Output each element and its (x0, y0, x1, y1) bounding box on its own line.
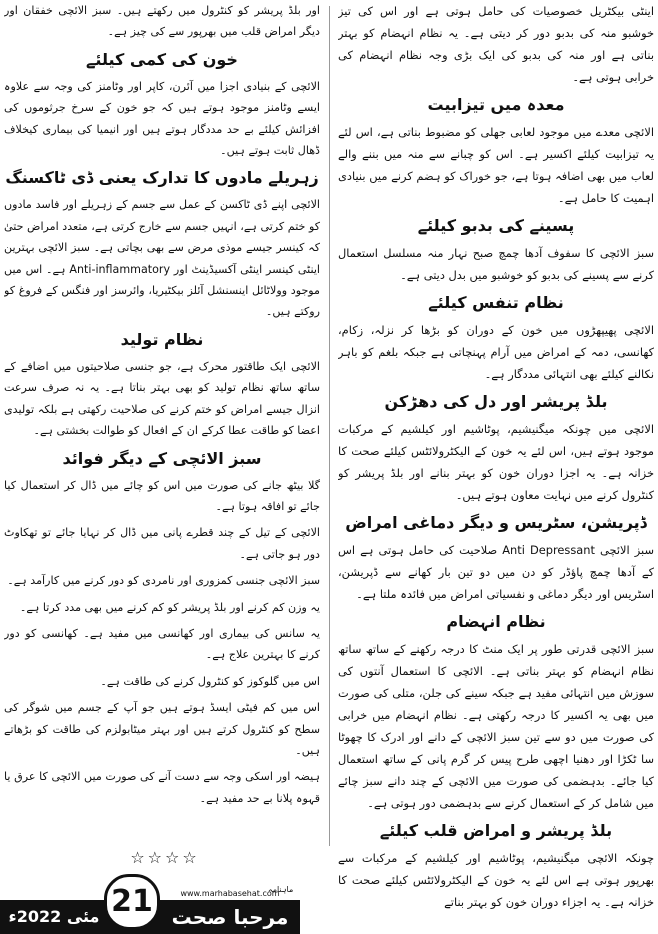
paragraph: یہ وزن کم کرنے اور بلڈ پریشر کو کم کرنے میں بھی مدد کرتا ہے۔ (19, 600, 320, 614)
paragraph: الائچی ایک طاقتور محرک ہے، جو جنسی صلاحیتوں میں اضافے کے ساتھ ساتھ نظام تولید کو بھی بہتر بناتا ہے۔ یہ نہ صرف سرعت انزال جیسے امراض کو ختم کرنے کی صلاحیت رکھتی ہے بلکہ تولیدی اعضا کو طاقت عطا کرکے ان کے افعال کو طوالت بخشتی ہے۔ (4, 359, 320, 438)
paragraph: الائچی میں چونکہ میگنیشیم، پوٹاشیم اور کیلشیم کے مرکبات موجود ہوتے ہیں، اس لئے یہ خون کے الیکٹرولائٹس کیلئے صحت کا خزانہ ہے۔ یہ اجزا دوران خون کو بہتر بنانے اور بلڈ پریشر کو کنٹرول کرنے میں نہایت معاون ہوتے ہیں۔ (338, 422, 654, 502)
section-heading: پسینے کی بدبو کیلئے (417, 216, 575, 235)
paragraph: اس میں کم فیٹی ایسڈ ہوتے ہیں جو آپ کے جسم میں شوگر کی سطح کو کنٹرول کرتے ہیں اور بہتر میٹابولزم کی طاقت کو بڑھاتے ہیں۔ (4, 701, 320, 757)
paragraph: یہ سانس کی بیماری اور کھانسی میں مفید ہے۔ کھانسی کو دور کرنے کا بہترین علاج ہے۔ (4, 626, 320, 662)
paragraph: سبز الائچی قدرتی طور پر ایک منٹ کا درجہ رکھنے کے ساتھ ساتھ نظام انہضام کو بہتر بناتی ہے۔ الائچی کا استعمال آنتوں کی سوزش میں انتہائی مفید ہے جبکہ سینے کی جلن، متلی کی صورت میں بھی یہ اکسیر کا درجہ رکھتی ہے۔ نظام انہضام میں خرابی کی صورت میں دو سے تین سبز الائچی کے دانے اور ادرک کا چھوٹا سا ٹکڑا اور دھنیا اچھی طرح پیس کر گرم پانی کے ساتھ استعمال کیا جائے۔ بدہضمی کی صورت میں الائچی کے چند دانے سبز چائے میں شامل کر کے استعمال کرنے سے بدہضمی دور ہوتی ہے۔ (338, 642, 654, 810)
paragraph: اینٹی بیکٹریل خصوصیات کی حامل ہوتی ہے اور اس کی تیز خوشبو منہ کی بدبو دور کر دیتی ہے۔ یہ نظام انہضام کو بہتر بناتی ہے اور منہ کی بدبو کی ایک بڑی وجہ نظام انہضام کی خرابی ہوتی ہے۔ (338, 4, 654, 84)
column-divider (329, 6, 330, 846)
issue-date: مئی 2022ء (8, 907, 100, 926)
right-column (338, 0, 654, 934)
section-heading: خون کی کمی کیلئے (86, 49, 238, 69)
magazine-tag: ماہنامہ (268, 885, 294, 894)
paragraph: اور بلڈ پریشر کو کنٹرول میں رکھتے ہیں۔ سبز الائچی خفقان اور دیگر امراض قلب میں بھرپور سے کی چیز ہے۔ (4, 4, 320, 39)
paragraph: گلا بیٹھ جانے کی صورت میں اس کو چائے میں ڈال کر استعمال کیا جائے تو افاقہ ہوتا ہے۔ (4, 478, 320, 513)
left-column (4, 0, 320, 840)
paragraph: الائچی پھیپھڑوں میں خون کے دوران کو بڑھا کر نزلہ، زکام، کھانسی، دمہ کے امراض میں آرام پہنچاتی ہے جبکہ بلغم کو باہر نکالنے کیلئے بھی انتہائی مددگار ہے۔ (338, 323, 654, 381)
section-heading: نظام انہضام (446, 612, 546, 631)
paragraph: سبز الائچی کا سفوف آدھا چمچ صبح نہار منہ مسلسل استعمال کرنے سے پسینے کی بدبو کو خوشبو میں بدل دیتی ہے۔ (338, 246, 654, 282)
magazine-name: مرحبا صحت (171, 905, 289, 929)
section-heading: معدہ میں تیزابیت (427, 95, 565, 114)
paragraph: اس میں گلوکوز کو کنٹرول کرنے کی طاقت ہے۔ (100, 674, 320, 688)
section-heading: نظام تنفس کیلئے (428, 293, 564, 312)
website-url: www.marhabasehat.com (180, 889, 280, 898)
page-number: 21 (104, 874, 160, 930)
section-heading: نظام تولید (120, 329, 204, 349)
paragraph: الائچی کے تیل کے چند قطرے پانی میں ڈال کر نہایا جائے تو تھکاوٹ دور ہو جاتی ہے۔ (4, 526, 320, 561)
section-heading: بلڈ پریشر اور دل کی دھڑکن (384, 392, 608, 411)
section-end-stars: ☆☆☆☆ (130, 848, 200, 867)
section-heading: زہریلے مادوں کا تدارک یعنی ڈی ٹاکسنگ (5, 168, 319, 188)
section-heading: ڈپریشن، سٹریس و دیگر دماغی امراض (345, 513, 647, 532)
footer (0, 872, 300, 934)
paragraph: سبز الائچی Anti Depressant صلاحیت کی حامل ہوتی ہے اس کے آدھا چمچ پاؤڈر کو دن میں دو تین بار کھانے سے ڈپریشن، اسٹریس اور دیگر دماغی و نفسیاتی امراض میں فائدہ ملتا ہے۔ (338, 543, 654, 601)
paragraph: الائچی معدے میں موجود لعابی جھلی کو مضبوط بناتی ہے، اس لئے یہ تیزابیت کیلئے اکسیر ہے۔ اس کو چبانے سے منہ میں بننے والے لعاب میں بھی اضافہ ہوتا ہے، جو خوراک کو ہضم کرنے میں بنیادی اہمیت کا حامل ہے۔ (338, 125, 654, 205)
paragraph: سبز الائچی جنسی کمزوری اور نامردی کو دور کرنے میں کارآمد ہے۔ (7, 574, 320, 588)
paragraph: چونکہ الائچی میگنیشیم، پوٹاشیم اور کیلشیم کے مرکبات سے بھرپور ہوتی ہے اس لئے یہ خون کے الیکٹرولائٹس کیلئے صحت کا خزانہ ہے۔ یہ اجزاء دوران خون کو بہتر بناتے (338, 851, 654, 909)
paragraph: ہیضہ اور اسکی وجہ سے دست آنے کی صورت میں الائچی کا عرق یا قہوہ پلانا بے حد مفید ہے۔ (4, 770, 320, 805)
paragraph: الائچی اپنے ڈی ٹاکسن کے عمل سے جسم کے زہریلے اور فاسد مادوں کو ختم کرتی ہے، انہیں جسم سے خارج کرتی ہے، متعدد امراض حتیٰ کہ کینسر جیسے موذی مرض سے بھی بچاتی ہے۔ سبز الائچی بہترین اینٹی کینسر اینٹی آکسیڈینٹ اور Anti-inflammatory ہے۔ اس میں موجود وولاٹائل اینسنشل آئلز بیکٹیریا، وائرسز اور فنگس کے فروغ کو روکتے ہیں۔ (4, 198, 320, 319)
paragraph: الائچی کے بنیادی اجزا میں آئرن، کاپر اور وٹامنز کی وجہ سے علاوہ ایسے وٹامنز موجود ہوتے ہیں کہ جو خون کے سرخ جرثوموں کی افزائش کیلئے بے حد مددگار ہوتے ہیں اور انیمیا کی بیماری کیخلاف ڈھال ثابت ہوتے ہیں۔ (4, 79, 320, 158)
section-heading: سبز الائچی کے دیگر فوائد (62, 448, 262, 468)
section-heading: بلڈ پریشر و امراض قلب کیلئے (379, 821, 613, 840)
